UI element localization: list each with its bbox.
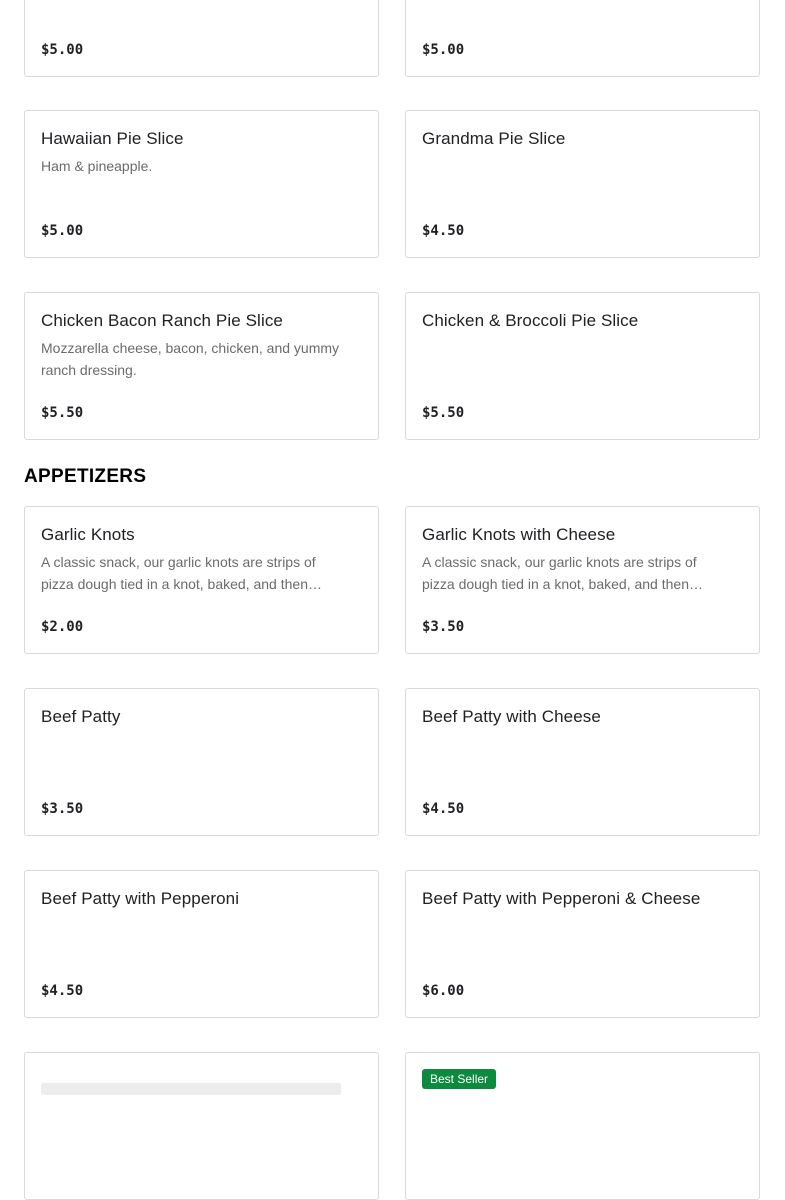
item-price: $3.50 (41, 801, 84, 817)
item-name-placeholder (41, 1083, 341, 1095)
section-title-appetizers: APPETIZERS (24, 466, 147, 487)
menu-item-card[interactable] (405, 688, 760, 836)
item-price: $5.50 (422, 405, 465, 421)
item-price: $4.50 (422, 801, 465, 817)
item-name: Beef Patty with Pepperoni (41, 889, 240, 908)
item-name: Garlic Knots (41, 525, 135, 544)
item-price: $3.50 (422, 619, 465, 635)
best-seller-badge: Best Seller (422, 1069, 496, 1089)
item-description: A classic snack, our garlic knots are strips of pizza dough tied in a knot, baked, and then… (41, 554, 322, 592)
menu-item-card[interactable] (24, 688, 379, 836)
menu-item-card[interactable] (405, 506, 760, 654)
menu-item-card[interactable] (405, 870, 760, 1018)
item-price: $5.00 (41, 223, 84, 239)
item-description: Mozzarella cheese, bacon, chicken, and yummy ranch dressing. (41, 340, 340, 378)
item-name: Beef Patty with Cheese (422, 707, 601, 726)
menu-item-card[interactable] (405, 1052, 760, 1200)
item-name: Beef Patty (41, 707, 121, 726)
item-name: Beef Patty with Pepperoni & Cheese (422, 889, 701, 908)
item-price: $4.50 (41, 983, 84, 999)
item-description: Ham & pineapple. (41, 158, 153, 174)
item-name: Chicken Bacon Ranch Pie Slice (41, 311, 283, 330)
item-description: A classic snack, our garlic knots are strips of pizza dough tied in a knot, baked, and then… (422, 554, 703, 592)
item-price: $2.00 (41, 619, 84, 635)
menu-item-card[interactable] (24, 506, 379, 654)
item-price: $5.00 (422, 42, 465, 58)
menu-item-card[interactable] (24, 0, 379, 77)
menu-item-card[interactable] (24, 1052, 379, 1200)
menu-item-card[interactable] (24, 292, 379, 440)
item-name: Hawaiian Pie Slice (41, 129, 184, 148)
item-name: Garlic Knots with Cheese (422, 525, 616, 544)
item-name: Grandma Pie Slice (422, 129, 566, 148)
menu-item-card[interactable] (24, 110, 379, 258)
item-price: $4.50 (422, 223, 465, 239)
item-name: Chicken & Broccoli Pie Slice (422, 311, 639, 330)
menu-item-card[interactable] (405, 292, 760, 440)
item-price: $5.50 (41, 405, 84, 421)
item-price: $6.00 (422, 983, 465, 999)
menu-item-card[interactable] (405, 0, 760, 77)
menu-item-card[interactable] (405, 110, 760, 258)
menu-item-card[interactable] (24, 870, 379, 1018)
item-price: $5.00 (41, 42, 84, 58)
